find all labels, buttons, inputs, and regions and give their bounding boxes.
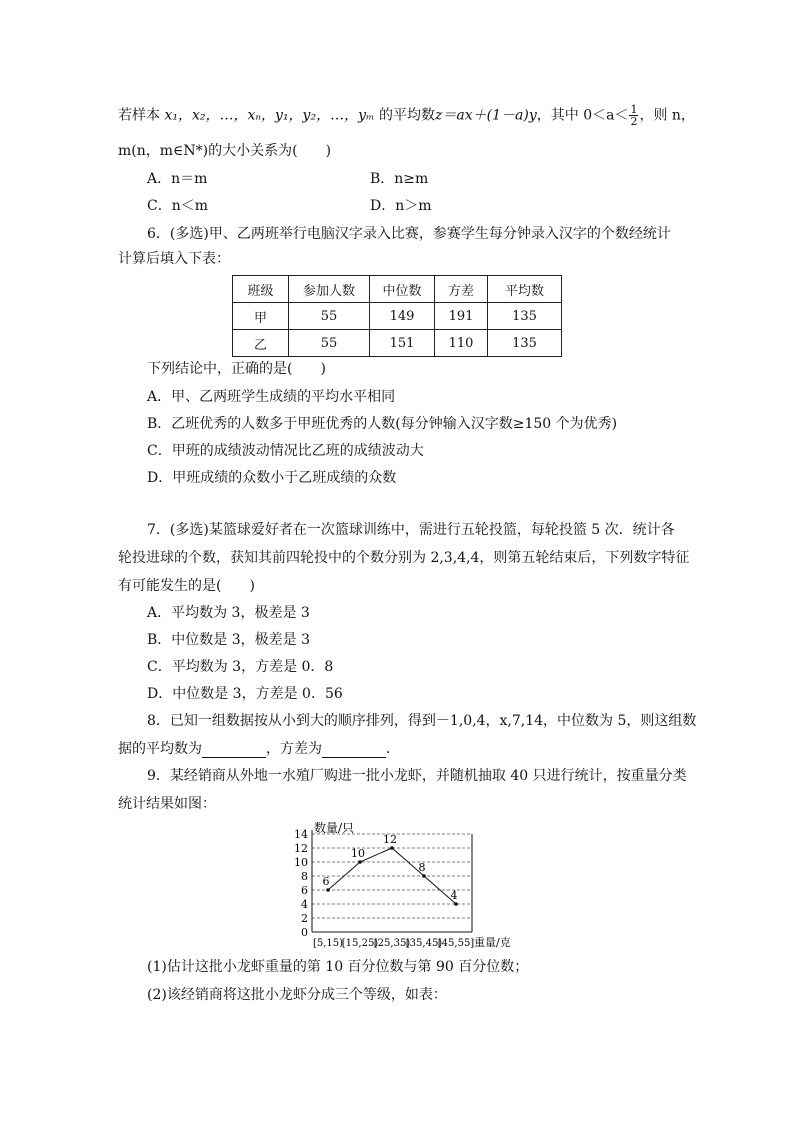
data-label: 8	[418, 861, 426, 874]
q5-frac-num: 1	[630, 103, 638, 116]
data-label: 12	[383, 833, 397, 846]
q6-line1: 6．(多选)甲、乙两班举行电脑汉字录入比赛，参赛学生每分钟录入汉字的个数经统计	[147, 226, 671, 242]
table-row	[233, 303, 562, 330]
chart-y-axis-label: 数量/只	[314, 821, 355, 835]
q5-option-d: D．n＞m	[370, 198, 432, 214]
q8-line1: 8．已知一组数据按从小到大的顺序排列，得到－1,0,4，x,7,14，中位数为 5，则这组数	[147, 713, 697, 729]
q7-line1: 7．(多选)某篮球爱好者在一次篮球训练中，需进行五轮投篮，每轮投篮 5 次．统计各	[147, 522, 675, 538]
y-tick-label: 10	[294, 856, 308, 869]
data-point	[326, 888, 330, 892]
q9-sub1: (1)估计这批小龙虾重量的第 10 百分位数与第 90 百分位数；	[147, 959, 529, 975]
x-tick-label: [35,45)	[405, 938, 443, 949]
q5-line1	[118, 104, 695, 127]
q7-option-b: B．中位数是 3，极差是 3	[147, 632, 311, 648]
q5-line2: m(n，m∈N*)的大小关系为( )	[118, 143, 332, 159]
chart-x-axis-label: 重量/克	[474, 936, 511, 949]
q6-option-b: B．乙班优秀的人数多于甲班优秀的人数(每分钟输入汉字数≥150 个为优秀)	[147, 416, 618, 432]
table-header-cell: 班级	[233, 276, 289, 303]
q6-option-a: A．甲、乙两班学生成绩的平均水平相同	[147, 389, 396, 405]
table-cell: 55	[289, 303, 370, 330]
q7-option-c: C．平均数为 3，方差是 0．8	[147, 659, 334, 675]
data-point	[358, 860, 362, 864]
data-label: 6	[322, 875, 330, 888]
q7-line3: 有可能发生的是( )	[118, 578, 255, 594]
table-header-cell: 方差	[435, 276, 488, 303]
q7-option-d: D．中位数是 3，方差是 0．56	[147, 686, 343, 702]
q8-text-c: ．	[386, 741, 400, 757]
data-point	[422, 874, 426, 878]
q6-line2: 计算后填入下表：	[118, 251, 230, 267]
table-cell: 135	[488, 330, 562, 357]
q8-blank-variance[interactable]	[322, 743, 386, 758]
q9-line1: 9．某经销商从外地一水殖厂购进一批小龙虾，并随机抽取 40 只进行统计，按重量分类	[147, 768, 687, 784]
chart-y-ticks	[294, 828, 308, 939]
table-header-cell: 平均数	[488, 276, 562, 303]
data-point	[454, 902, 458, 906]
y-tick-label: 4	[301, 898, 308, 911]
x-tick-label: [25,35)	[373, 938, 411, 949]
q8-text-b: ，方差为	[266, 741, 322, 757]
y-tick-label: 2	[301, 912, 308, 925]
q5-variables: x₁，x₂，…，xₙ，y₁，y₂，…，yₘ	[164, 107, 375, 124]
table-cell: 甲	[233, 303, 289, 330]
table-cell: 149	[370, 303, 435, 330]
x-tick-label: [5,15)	[312, 938, 344, 949]
data-label: 4	[450, 889, 458, 902]
table-cell: 110	[435, 330, 488, 357]
table-cell: 151	[370, 330, 435, 357]
q8-line2	[118, 740, 400, 758]
q5-text-c: ，其中 0＜a＜	[536, 107, 629, 124]
q6-option-c: C．甲班的成绩波动情况比乙班的成绩波动大	[147, 443, 424, 459]
q5-formula: z＝ax＋(1－a)y	[435, 107, 537, 124]
y-tick-label: 14	[294, 828, 308, 841]
q5-option-c: C．n＜m	[147, 198, 209, 214]
q8-text-a: 据的平均数为	[118, 741, 202, 757]
table-header-cell: 参加人数	[289, 276, 370, 303]
y-tick-label: 6	[301, 884, 308, 897]
table-row	[233, 330, 562, 357]
y-tick-label: 0	[301, 926, 308, 939]
table-header-cell: 中位数	[370, 276, 435, 303]
q6-option-d: D．甲班成绩的众数小于乙班成绩的众数	[147, 470, 397, 486]
table-cell: 191	[435, 303, 488, 330]
y-tick-label: 8	[301, 870, 308, 883]
data-label: 10	[351, 847, 365, 860]
x-tick-label: [15,25)	[341, 938, 379, 949]
data-point	[390, 846, 394, 850]
q9-line2: 统计结果如图：	[118, 796, 216, 812]
line-chart	[290, 820, 550, 950]
q5-fraction	[629, 104, 638, 127]
q5-text-a: 若样本	[118, 107, 165, 124]
q5-option-b: B．n≥m	[370, 171, 429, 187]
q6-data-table	[232, 275, 562, 357]
q7-option-a: A．平均数为 3，极差是 3	[147, 605, 310, 621]
x-tick-label: [45,55]	[437, 938, 475, 949]
y-tick-label: 12	[294, 842, 308, 855]
chart-data-labels	[323, 833, 458, 902]
q5-frac-den: 2	[630, 115, 638, 128]
q9-sub2: (2)该经销商将这批小龙虾分成三个等级，如表：	[147, 987, 447, 1003]
table-cell: 135	[488, 303, 562, 330]
table-header-row	[233, 276, 562, 303]
q5-text-b: 的平均数	[374, 107, 436, 124]
table-cell: 乙	[233, 330, 289, 357]
q6-prompt: 下列结论中，正确的是( )	[147, 361, 326, 377]
chart-x-ticks	[313, 938, 474, 949]
q5-text-d: ，则 n，	[639, 107, 695, 124]
q8-blank-mean[interactable]	[202, 743, 266, 758]
q7-line2: 轮投进球的个数，获知其前四轮投中的个数分别为 2,3,4,4，则第五轮结束后，下列数字特征	[118, 550, 690, 566]
table-cell: 55	[289, 330, 370, 357]
q5-option-a: A．n＝m	[147, 171, 208, 187]
